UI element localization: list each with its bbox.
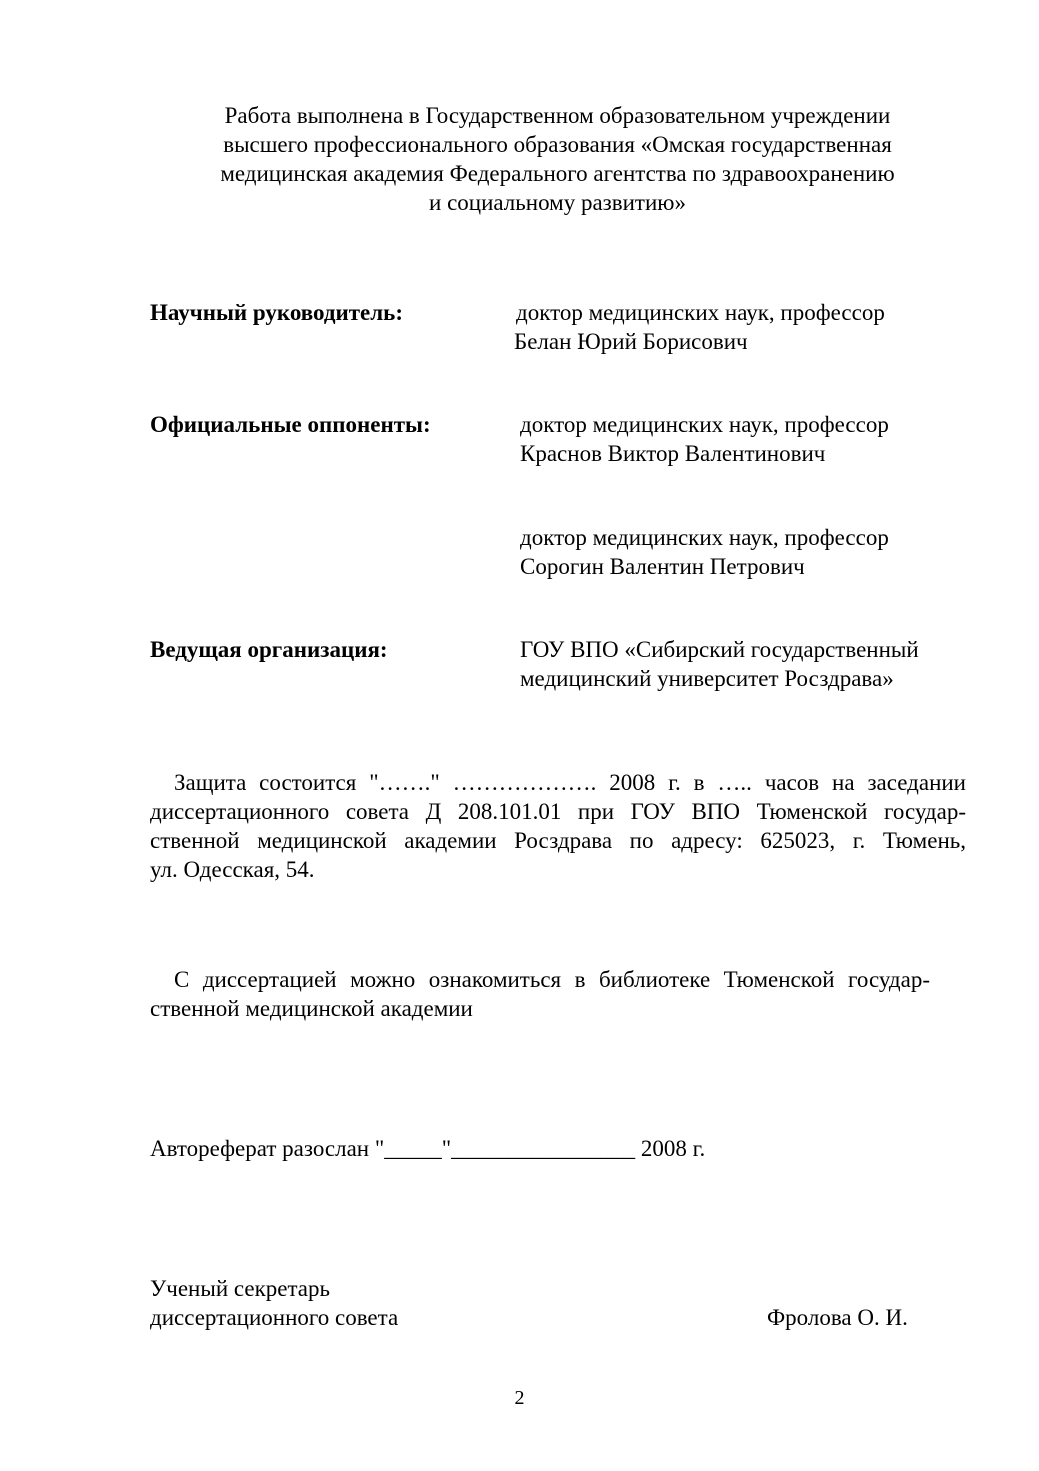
defense-line-1: Защита состоится "……." ………………. 2008 г. в ….. часов на заседании [174,770,966,795]
secretary-name: Фролова О. И. [767,1305,908,1330]
leading-org-label: Ведущая организация: [150,637,388,662]
abstract-sent-line: Автореферат разослан "_____"________________ 2008 г. [150,1136,706,1161]
page-number: 2 [514,1387,525,1409]
library-line-2: ственной медицинской академии [150,996,473,1021]
leading-org-line-1: ГОУ ВПО «Сибирский государственный [520,637,919,662]
defense-line-3: ственной медицинской академии Росздрава по адресу: 625023, г. Тюмень, [150,828,966,853]
library-paragraph [150,965,930,1023]
defense-line-4: ул. Одесская, 54. [150,857,315,882]
supervisor-label: Научный руководитель: [150,300,403,325]
secretary-title-line-1: Ученый секретарь [150,1276,330,1301]
defense-paragraph [150,768,966,884]
leading-org-line-2: медицинский университет Росздрава» [520,666,894,691]
secretary-title-line-2: диссертационного совета [150,1305,399,1330]
defense-line-2: диссертационного совета Д 208.101.01 при ГОУ ВПО Тюменской государ- [150,799,966,824]
library-line-1: С диссертацией можно ознакомиться в библиотеке Тюменской государ- [174,967,930,992]
supervisor-degree: доктор медицинских наук, профессор [516,300,885,325]
supervisor-name: Белан Юрий Борисович [514,329,748,354]
institution-line-1: Работа выполнена в Государственном образовательном учреждении [224,103,891,128]
institution-header [140,101,975,217]
opponent-1-name: Краснов Виктор Валентинович [520,441,826,466]
opponent-1-degree: доктор медицинских наук, профессор [520,412,889,437]
opponent-2-degree: доктор медицинских наук, профессор [520,525,889,550]
institution-line-2: высшего профессионального образования «Омская государственная [223,132,892,157]
institution-line-4: и социальному развитию» [429,190,686,215]
opponents-label: Официальные оппоненты: [150,412,431,437]
opponent-2-name: Сорогин Валентин Петрович [520,554,805,579]
institution-line-3: медицинская академия Федерального агентства по здравоохранению [220,161,895,186]
